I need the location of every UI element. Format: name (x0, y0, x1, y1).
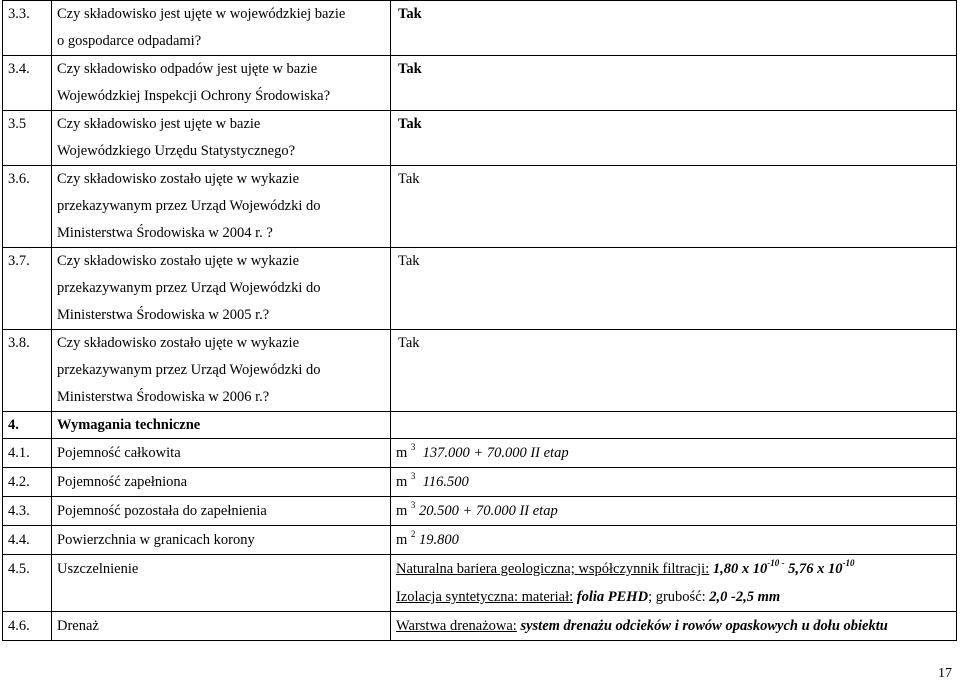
table-row (3, 248, 957, 330)
parameter-value: m $^2$ 19.800 (391, 526, 957, 555)
row-number: 3.4. (3, 56, 52, 111)
table-row (3, 612, 957, 641)
row-number: 4.6. (3, 612, 52, 641)
parameter-value: m $^3$ 20.500 + 70.000 II etap (391, 497, 957, 526)
table-row (3, 1, 957, 56)
answer-cell (391, 330, 957, 412)
parameter-value: m $^3$ 116.500 (391, 468, 957, 497)
question-text: Czy składowisko odpadów jest ujęte w bazie Wojewódzkiej Inspekcji Ochrony Środowiska? (52, 56, 391, 111)
answer-cell (391, 248, 957, 330)
parameter-label: Pojemność zapełniona (52, 468, 391, 497)
table-row (3, 166, 957, 248)
parameter-value (391, 555, 957, 612)
isolation-line: Izolacja syntetyczna: materiał: folia PEHD; grubość: 2,0 -2,5 mm (396, 589, 781, 605)
row-number: 3.3. (3, 1, 52, 56)
section-title: Wymagania techniczne (52, 412, 391, 439)
table-row (3, 439, 957, 468)
row-number: 4.1. (3, 439, 52, 468)
answer-text: Tak (398, 61, 422, 77)
answer-text: Tak (398, 6, 422, 22)
parameter-label: Pojemność pozostała do zapełnienia (52, 497, 391, 526)
parameter-label: Powierzchnia w granicach korony (52, 526, 391, 555)
parameter-label: Uszczelnienie (52, 555, 391, 612)
parameter-label: Drenaż (52, 612, 391, 641)
row-number: 3.8. (3, 330, 52, 412)
answer-text: Tak (398, 335, 420, 351)
table-row (3, 468, 957, 497)
answer-cell (391, 56, 957, 111)
table-row (3, 497, 957, 526)
parameter-value: m $^3$ 137.000 + 70.000 II etap (391, 439, 957, 468)
page-number: 17 (938, 666, 952, 681)
section-header-row (3, 412, 957, 439)
row-number: 4.2. (3, 468, 52, 497)
table-row (3, 555, 957, 612)
parameter-label: Pojemność całkowita (52, 439, 391, 468)
row-number: 3.7. (3, 248, 52, 330)
answer-text: Tak (398, 116, 422, 132)
section-number: 4. (3, 412, 52, 439)
question-text: Czy składowisko zostało ujęte w wykazie przekazywanym przez Urząd Wojewódzki do Ministerstwa Środowiska w 2006 r.? (52, 330, 391, 412)
row-number: 3.6. (3, 166, 52, 248)
table-row (3, 56, 957, 111)
row-number: 4.5. (3, 555, 52, 612)
answer-text: Tak (398, 171, 420, 187)
answer-cell (391, 111, 957, 166)
empty-cell (391, 412, 957, 439)
answer-text: Tak (398, 253, 420, 269)
question-text: Czy składowisko jest ujęte w wojewódzkiej bazie o gospodarce odpadami? (52, 1, 391, 56)
table-row (3, 330, 957, 412)
question-text: Czy składowisko jest ujęte w bazie Wojewódzkiego Urzędu Statystycznego? (52, 111, 391, 166)
question-text: Czy składowisko zostało ujęte w wykazie przekazywanym przez Urząd Wojewódzki do Ministerstwa Środowiska w 2005 r.? (52, 248, 391, 330)
barrier-line: Naturalna bariera geologiczna; współczynnik filtracji: 1,80 x $10^{-10 -}$ 5,76 x $10^{-10}$ (396, 558, 855, 577)
row-number: 4.3. (3, 497, 52, 526)
parameter-value: Warstwa drenażowa: system drenażu odcieków i rowów opaskowych u dołu obiektu (391, 612, 957, 641)
answer-cell (391, 166, 957, 248)
question-text: Czy składowisko zostało ujęte w wykazie przekazywanym przez Urząd Wojewódzki do Ministerstwa Środowiska w 2004 r. ? (52, 166, 391, 248)
answer-cell (391, 1, 957, 56)
table-row (3, 111, 957, 166)
row-number: 4.4. (3, 526, 52, 555)
questionnaire-table (2, 0, 957, 641)
row-number: 3.5 (3, 111, 52, 166)
table-row (3, 526, 957, 555)
